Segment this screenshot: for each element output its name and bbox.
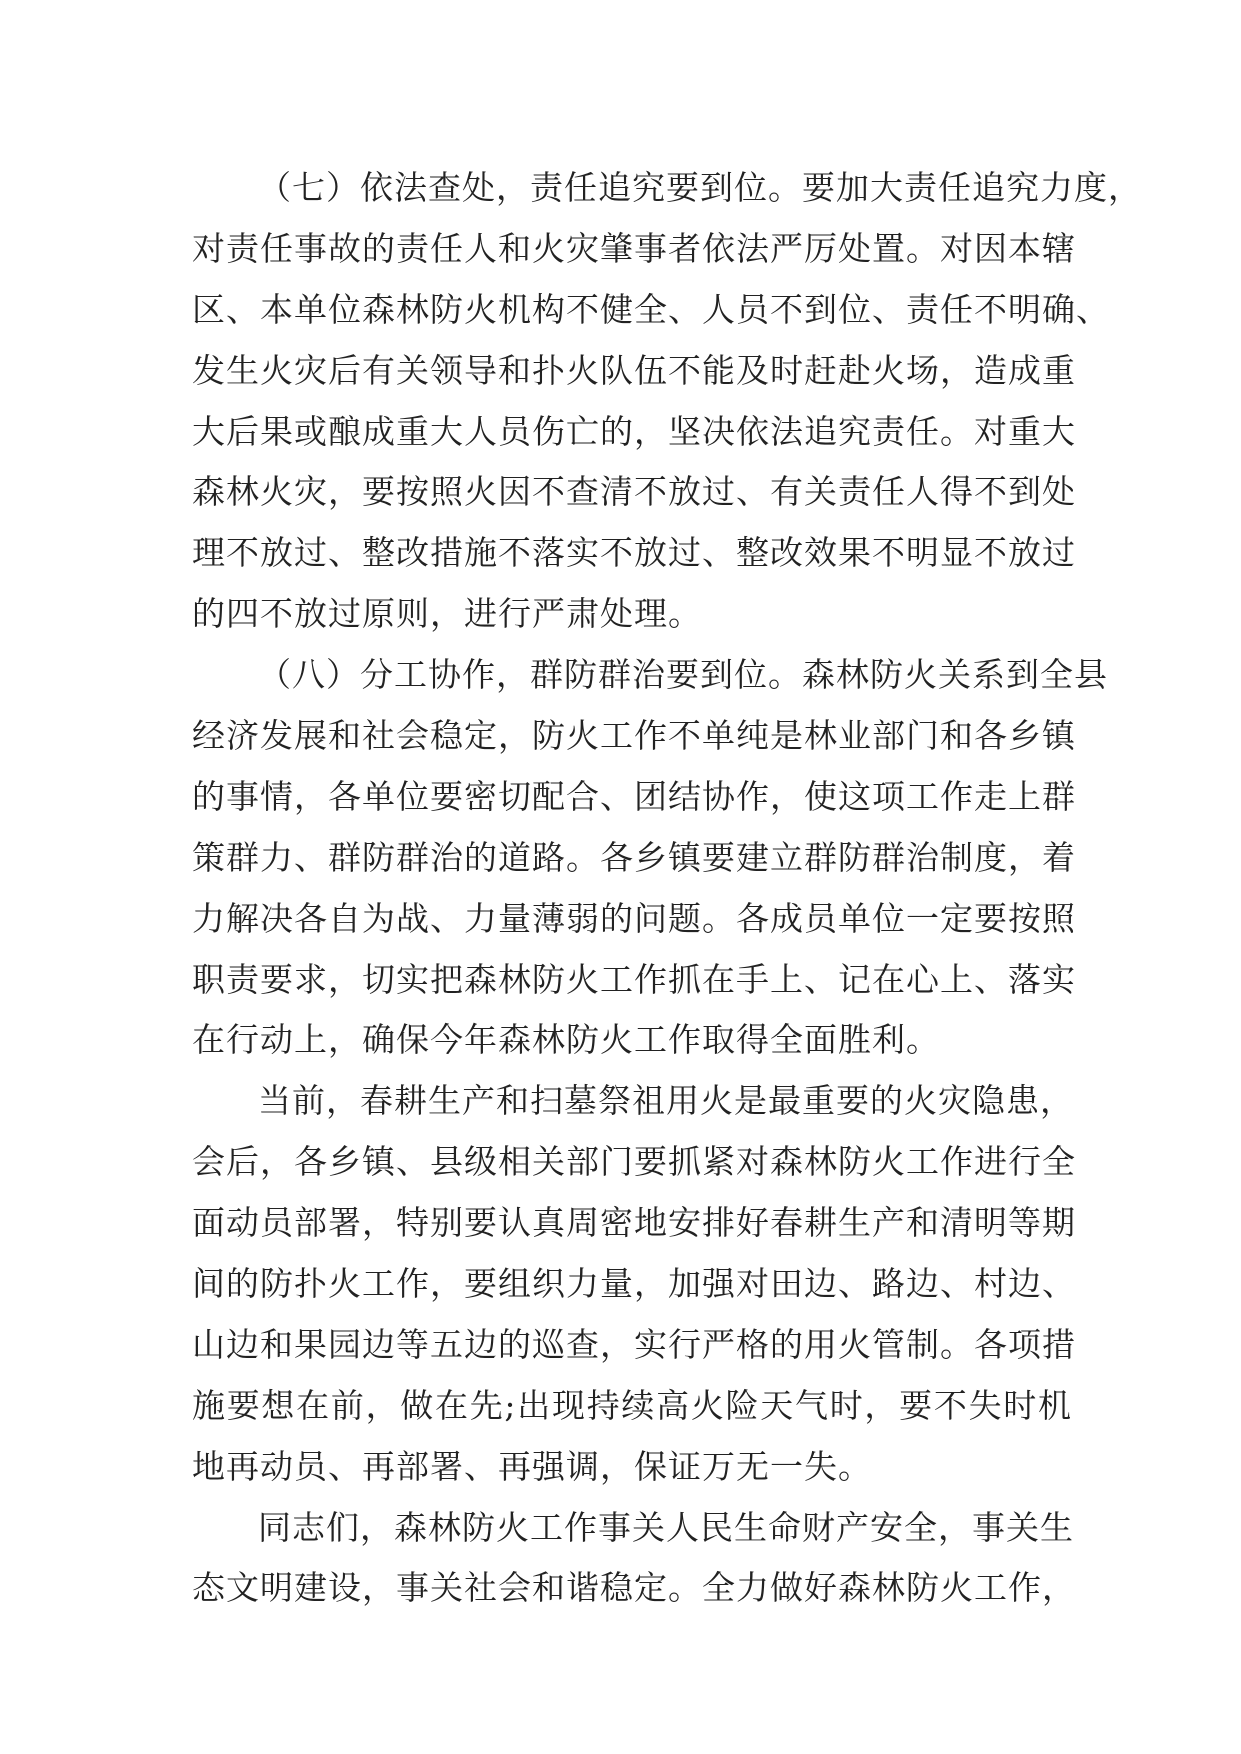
text-line: 同志们，森林防火工作事关人民生命财产安全，事关生 — [258, 1507, 1074, 1547]
text-line: 职责要求，切实把森林防火工作抓在手上、记在心上、落实 — [192, 959, 1076, 999]
text-line: （八）分工协作，群防群治要到位。森林防火关系到全县 — [258, 655, 1108, 695]
text-line: 对责任事故的责任人和火灾肇事者依法严厉处置。对因本辖 — [192, 228, 1076, 268]
text-line: 间的防扑火工作，要组织力量，加强对田边、路边、村边、 — [192, 1264, 1076, 1304]
text-line: 力解决各自为战、力量薄弱的问题。各成员单位一定要按照 — [192, 898, 1076, 938]
paragraph-comrades — [192, 1498, 1076, 1620]
text-line: 大后果或酿成重大人员伤亡的，坚决依法追究责任。对重大 — [192, 411, 1076, 451]
text-line: 面动员部署，特别要认真周密地安排好春耕生产和清明等期 — [192, 1203, 1076, 1243]
text-line: 理不放过、整改措施不落实不放过、整改效果不明显不放过 — [192, 533, 1076, 573]
text-line: 策群力、群防群治的道路。各乡镇要建立群防群治制度，着 — [192, 837, 1076, 877]
text-line: 的四不放过原则，进行严肃处理。 — [192, 594, 702, 634]
text-line: 发生火灾后有关领导和扑火队伍不能及时赶赴火场，造成重 — [192, 350, 1076, 390]
text-line: 经济发展和社会稳定，防火工作不单纯是林业部门和各乡镇 — [192, 716, 1076, 756]
text-line: 态文明建设，事关社会和谐稳定。全力做好森林防火工作， — [192, 1568, 1076, 1608]
text-line: （七）依法查处，责任追究要到位。要加大责任追究力度， — [258, 168, 1142, 207]
text-line: 会后，各乡镇、县级相关部门要抓紧对森林防火工作进行全 — [192, 1142, 1076, 1182]
text-line: 施要想在前，做在先;出现持续高火险天气时，要不失时机 — [192, 1385, 1072, 1425]
paragraph-8 — [192, 645, 1108, 1071]
text-line: 地再动员、再部署、再强调，保证万无一失。 — [192, 1446, 872, 1486]
document-body — [192, 158, 1142, 1619]
paragraph-7 — [192, 158, 1142, 645]
text-line: 的事情，各单位要密切配合、团结协作，使这项工作走上群 — [192, 776, 1076, 816]
text-line: 山边和果园边等五边的巡查，实行严格的用火管制。各项措 — [192, 1324, 1076, 1364]
text-line: 区、本单位森林防火机构不健全、人员不到位、责任不明确、 — [192, 289, 1110, 329]
text-line: 在行动上，确保今年森林防火工作取得全面胜利。 — [192, 1020, 940, 1060]
paragraph-current — [192, 1071, 1076, 1497]
text-line: 当前，春耕生产和扫墓祭祖用火是最重要的火灾隐患， — [258, 1081, 1074, 1121]
text-line: 森林火灾，要按照火因不查清不放过、有关责任人得不到处 — [192, 472, 1076, 512]
